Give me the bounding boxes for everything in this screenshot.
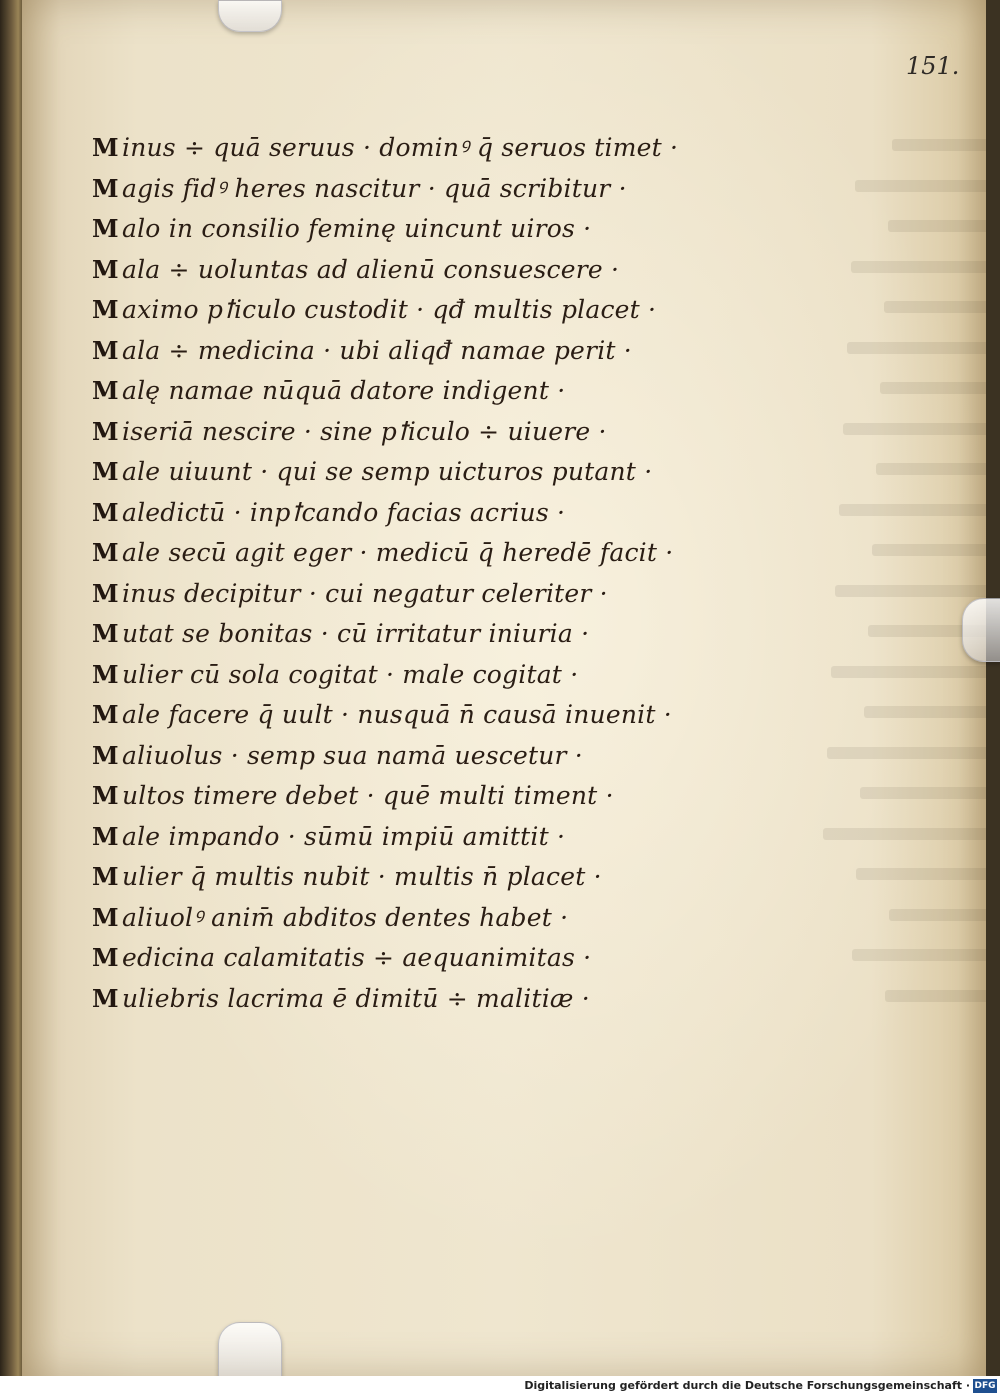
show-through-stroke	[812, 449, 1000, 490]
text-line	[92, 614, 792, 655]
show-through-stroke	[812, 206, 1000, 247]
line-text: uliebris lacrima ē dimitū ÷ malitiæ ·	[122, 983, 590, 1013]
text-line	[92, 169, 792, 210]
line-text: inus ÷ quā seruus · dominꝰ q̄ seruos timet ·	[122, 133, 679, 162]
initial-letter: M	[92, 578, 119, 608]
dfg-logo: DFG	[974, 1381, 996, 1391]
initial-letter: M	[92, 862, 119, 891]
text-line	[92, 938, 792, 979]
line-text: ale facere q̄ uult · nusquā n̄ causā inuenit ·	[122, 700, 672, 729]
bottom-page-clip	[218, 1322, 282, 1376]
show-through-bar	[839, 504, 1000, 516]
show-through-bar	[852, 949, 1000, 961]
initial-letter: M	[92, 781, 119, 810]
show-through-bar	[835, 585, 1000, 597]
line-text: edicina calamitatis ÷ aequanimitas ·	[122, 943, 592, 972]
line-text: aximo pꝉiculo custodit · qđ multis placet ·	[122, 295, 657, 324]
line-text: ale impando · sūmū impiū amittit ·	[122, 821, 566, 851]
show-through-bar	[855, 180, 1000, 192]
show-through-stroke	[812, 247, 1000, 288]
folio-number: 151.	[906, 52, 960, 80]
show-through-stroke	[812, 125, 1000, 166]
line-text: agis fidꝰ heres nascitur · quā scribitur ·	[122, 173, 627, 203]
show-through-bar	[876, 463, 1000, 475]
line-text: ala ÷ uoluntas ad alienū consuescere ·	[122, 254, 620, 284]
text-line	[92, 898, 792, 939]
initial-letter: M	[92, 740, 119, 770]
text-line	[92, 574, 792, 615]
show-through-stroke	[812, 733, 1000, 774]
text-line	[92, 817, 792, 858]
text-line	[92, 979, 792, 1020]
show-through-stroke	[812, 692, 1000, 733]
show-through-bar	[880, 382, 1000, 394]
digitization-footer	[0, 1376, 1000, 1397]
initial-letter: M	[92, 254, 119, 284]
show-through-stroke	[812, 895, 1000, 936]
manuscript-page	[22, 0, 987, 1376]
line-text: alo in consilio feminę uincunt uiros ·	[122, 214, 592, 243]
line-text: ultos timere debet · quē multi timent ·	[122, 781, 614, 810]
line-text: ala ÷ medicina · ubi aliqđ naтae perit ·	[122, 335, 632, 365]
right-page-clip	[962, 598, 1000, 662]
text-line	[92, 695, 792, 736]
show-through-bar	[888, 220, 1000, 232]
show-through-bar	[872, 544, 1000, 556]
show-through-text	[812, 125, 1000, 1016]
line-text: ulier q̄ multis nubit · multis n̄ placet ·	[122, 862, 602, 891]
initial-letter: M	[92, 457, 119, 486]
text-line	[92, 371, 792, 412]
text-line	[92, 452, 792, 493]
show-through-bar	[827, 747, 1000, 759]
text-line	[92, 331, 792, 372]
text-line	[92, 128, 792, 169]
top-page-clip	[218, 0, 282, 32]
initial-letter: M	[92, 173, 119, 203]
show-through-bar	[831, 666, 1000, 678]
text-line	[92, 736, 792, 777]
show-through-bar	[885, 990, 1000, 1002]
line-text: ale uiuunt · qui se semp uicturos putant ·	[122, 457, 653, 486]
show-through-bar	[892, 139, 1000, 151]
initial-letter: M	[92, 659, 119, 689]
show-through-stroke	[812, 166, 1000, 207]
show-through-stroke	[812, 368, 1000, 409]
line-text: aliuolus · semp sua naтā uescetur ·	[122, 740, 583, 770]
line-text: aliuolꝰ anim̄ abditos dentes habet ·	[122, 902, 569, 932]
show-through-bar	[889, 909, 1000, 921]
show-through-stroke	[812, 976, 1000, 1017]
text-line	[92, 533, 792, 574]
text-line	[92, 776, 792, 817]
manuscript-text-block	[92, 128, 792, 1019]
text-line	[92, 655, 792, 696]
show-through-stroke	[812, 773, 1000, 814]
show-through-stroke	[812, 409, 1000, 450]
initial-letter: M	[92, 983, 119, 1013]
show-through-bar	[851, 261, 1000, 273]
show-through-bar	[847, 342, 1000, 354]
funding-credit: Digitalisierung gefördert durch die Deutsche Forschungsgemeinschaft ·	[524, 1379, 970, 1392]
text-line	[92, 412, 792, 453]
line-text: inus decipitur · cui negatur celeriter ·	[122, 578, 608, 608]
show-through-stroke	[812, 935, 1000, 976]
text-line	[92, 493, 792, 534]
line-text: aledictū · inpꝉcando facias acrius ·	[122, 497, 566, 527]
initial-letter: M	[92, 821, 119, 851]
initial-letter: M	[92, 902, 119, 932]
show-through-stroke	[812, 854, 1000, 895]
initial-letter: M	[92, 943, 119, 972]
show-through-bar	[843, 423, 1000, 435]
show-through-bar	[884, 301, 1000, 313]
show-through-stroke	[812, 490, 1000, 531]
initial-letter: M	[92, 619, 119, 648]
initial-letter: M	[92, 376, 119, 405]
initial-letter: M	[92, 497, 119, 527]
line-text: alę naтae nūquā datore indigent ·	[122, 376, 566, 405]
initial-letter: M	[92, 295, 119, 324]
page-edge-shadow	[986, 0, 1000, 1376]
show-through-bar	[823, 828, 1000, 840]
initial-letter: M	[92, 416, 119, 446]
line-text: ulier cū sola cogitat · male cogitat ·	[122, 659, 579, 689]
initial-letter: M	[92, 700, 119, 729]
show-through-stroke	[812, 287, 1000, 328]
show-through-bar	[864, 706, 1000, 718]
line-text: ale secū agit eger · medicū q̄ heredē facit ·	[122, 538, 674, 567]
initial-letter: M	[92, 538, 119, 567]
text-line	[92, 209, 792, 250]
line-text: iseriā nescire · sine pꝉiculo ÷ uiuere ·	[122, 416, 607, 446]
text-line	[92, 857, 792, 898]
show-through-stroke	[812, 328, 1000, 369]
show-through-stroke	[812, 530, 1000, 571]
initial-letter: M	[92, 214, 119, 243]
line-text: utat se bonitas · cū irritatur iniuria ·	[122, 619, 590, 648]
initial-letter: M	[92, 335, 119, 365]
text-line	[92, 290, 792, 331]
show-through-stroke	[812, 814, 1000, 855]
show-through-bar	[860, 787, 1000, 799]
text-line	[92, 250, 792, 291]
show-through-bar	[856, 868, 1000, 880]
initial-letter: M	[92, 133, 119, 162]
